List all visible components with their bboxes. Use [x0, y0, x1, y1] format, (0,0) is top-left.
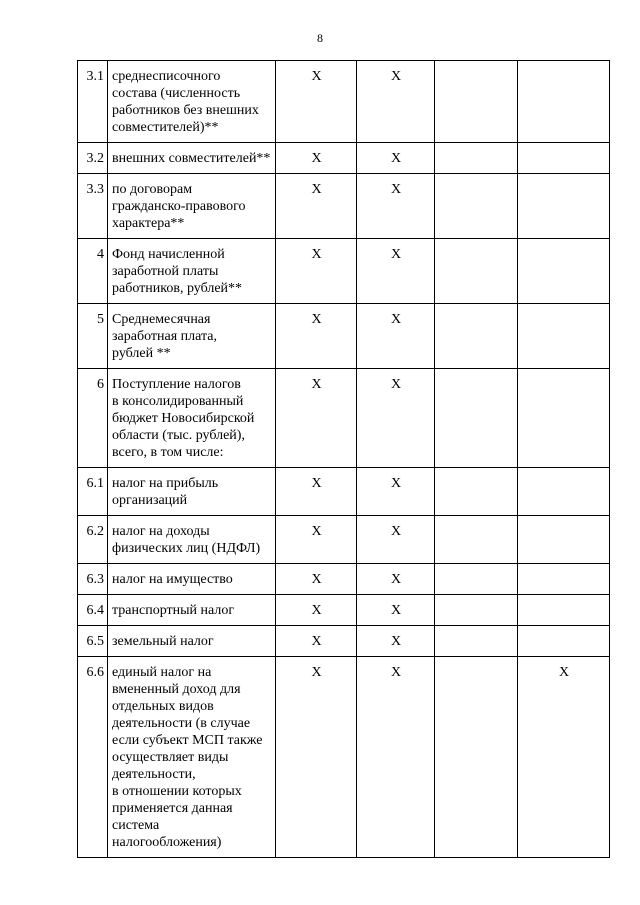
row-label: внешних совместителей** — [108, 143, 276, 174]
table-cell — [518, 61, 610, 143]
table-row — [78, 143, 610, 174]
table-cell — [518, 468, 610, 516]
table-cell: X — [357, 239, 435, 304]
table-cell: X — [276, 516, 357, 564]
table-row — [78, 369, 610, 468]
table-cell — [518, 369, 610, 468]
row-label: налог на доходы физических лиц (НДФЛ) — [108, 516, 276, 564]
table-cell — [518, 626, 610, 657]
table-cell: X — [357, 657, 435, 858]
table-cell: X — [276, 564, 357, 595]
row-label: среднесписочного состава (численность работников без внешних совместителей)** — [108, 61, 276, 143]
table-cell — [435, 61, 518, 143]
table-cell: X — [357, 174, 435, 239]
row-label: единый налог на вмененный доход для отдельных видов деятельности (в случае если субъект МСП также осуществляет виды деятельности, в отношении которых применяется данная система налогообложения) — [108, 657, 276, 858]
table-cell — [435, 595, 518, 626]
table-cell — [518, 143, 610, 174]
table-row — [78, 564, 610, 595]
table-cell: X — [357, 143, 435, 174]
table-cell — [518, 595, 610, 626]
table-cell: X — [276, 174, 357, 239]
table-cell — [435, 657, 518, 858]
table-cell: X — [276, 304, 357, 369]
row-number: 3.2 — [78, 143, 108, 174]
table-cell: X — [276, 657, 357, 858]
table-cell — [435, 143, 518, 174]
table-cell — [435, 626, 518, 657]
row-number: 6.2 — [78, 516, 108, 564]
table-cell: X — [357, 626, 435, 657]
table-cell — [435, 239, 518, 304]
row-label: Поступление налогов в консолидированный бюджет Новосибирской области (тыс. рублей), всего, в том числе: — [108, 369, 276, 468]
table-cell: X — [276, 369, 357, 468]
page-number: 8 — [317, 31, 323, 45]
data-table — [77, 60, 610, 858]
row-number: 6.4 — [78, 595, 108, 626]
row-label: Фонд начисленной заработной платы работников, рублей** — [108, 239, 276, 304]
table-cell — [518, 174, 610, 239]
table-cell — [435, 174, 518, 239]
table-row — [78, 595, 610, 626]
table-cell — [518, 239, 610, 304]
table-row — [78, 516, 610, 564]
table-cell: X — [276, 595, 357, 626]
table-cell — [435, 468, 518, 516]
row-number: 6.5 — [78, 626, 108, 657]
table-cell — [435, 564, 518, 595]
table-cell: X — [357, 595, 435, 626]
table-cell: X — [357, 468, 435, 516]
row-number: 6.1 — [78, 468, 108, 516]
row-label: налог на имущество — [108, 564, 276, 595]
table-cell: X — [518, 657, 610, 858]
row-number: 6.6 — [78, 657, 108, 858]
table-cell: X — [357, 369, 435, 468]
row-number: 5 — [78, 304, 108, 369]
row-label: налог на прибыль организаций — [108, 468, 276, 516]
row-number: 4 — [78, 239, 108, 304]
row-number: 6.3 — [78, 564, 108, 595]
table-cell: X — [276, 143, 357, 174]
row-number: 3.1 — [78, 61, 108, 143]
table-row — [78, 468, 610, 516]
table-cell — [518, 564, 610, 595]
table-cell: X — [357, 564, 435, 595]
row-label: Среднемесячная заработная плата, рублей ** — [108, 304, 276, 369]
table-cell: X — [276, 61, 357, 143]
row-label: транспортный налог — [108, 595, 276, 626]
table-cell — [435, 516, 518, 564]
table-row — [78, 61, 610, 143]
row-label: земельный налог — [108, 626, 276, 657]
table-row — [78, 174, 610, 239]
table-cell — [518, 304, 610, 369]
table-cell: X — [357, 516, 435, 564]
table-cell: X — [276, 626, 357, 657]
table-cell: X — [357, 304, 435, 369]
table-cell — [435, 369, 518, 468]
row-number: 6 — [78, 369, 108, 468]
table-row — [78, 239, 610, 304]
table-cell: X — [276, 239, 357, 304]
table-body — [78, 61, 610, 858]
row-label: по договорам гражданско-правового характера** — [108, 174, 276, 239]
row-number: 3.3 — [78, 174, 108, 239]
table-cell — [435, 304, 518, 369]
table-cell: X — [276, 468, 357, 516]
table-row — [78, 657, 610, 858]
table-cell — [518, 516, 610, 564]
table-cell: X — [357, 61, 435, 143]
table-row — [78, 304, 610, 369]
table-row — [78, 626, 610, 657]
